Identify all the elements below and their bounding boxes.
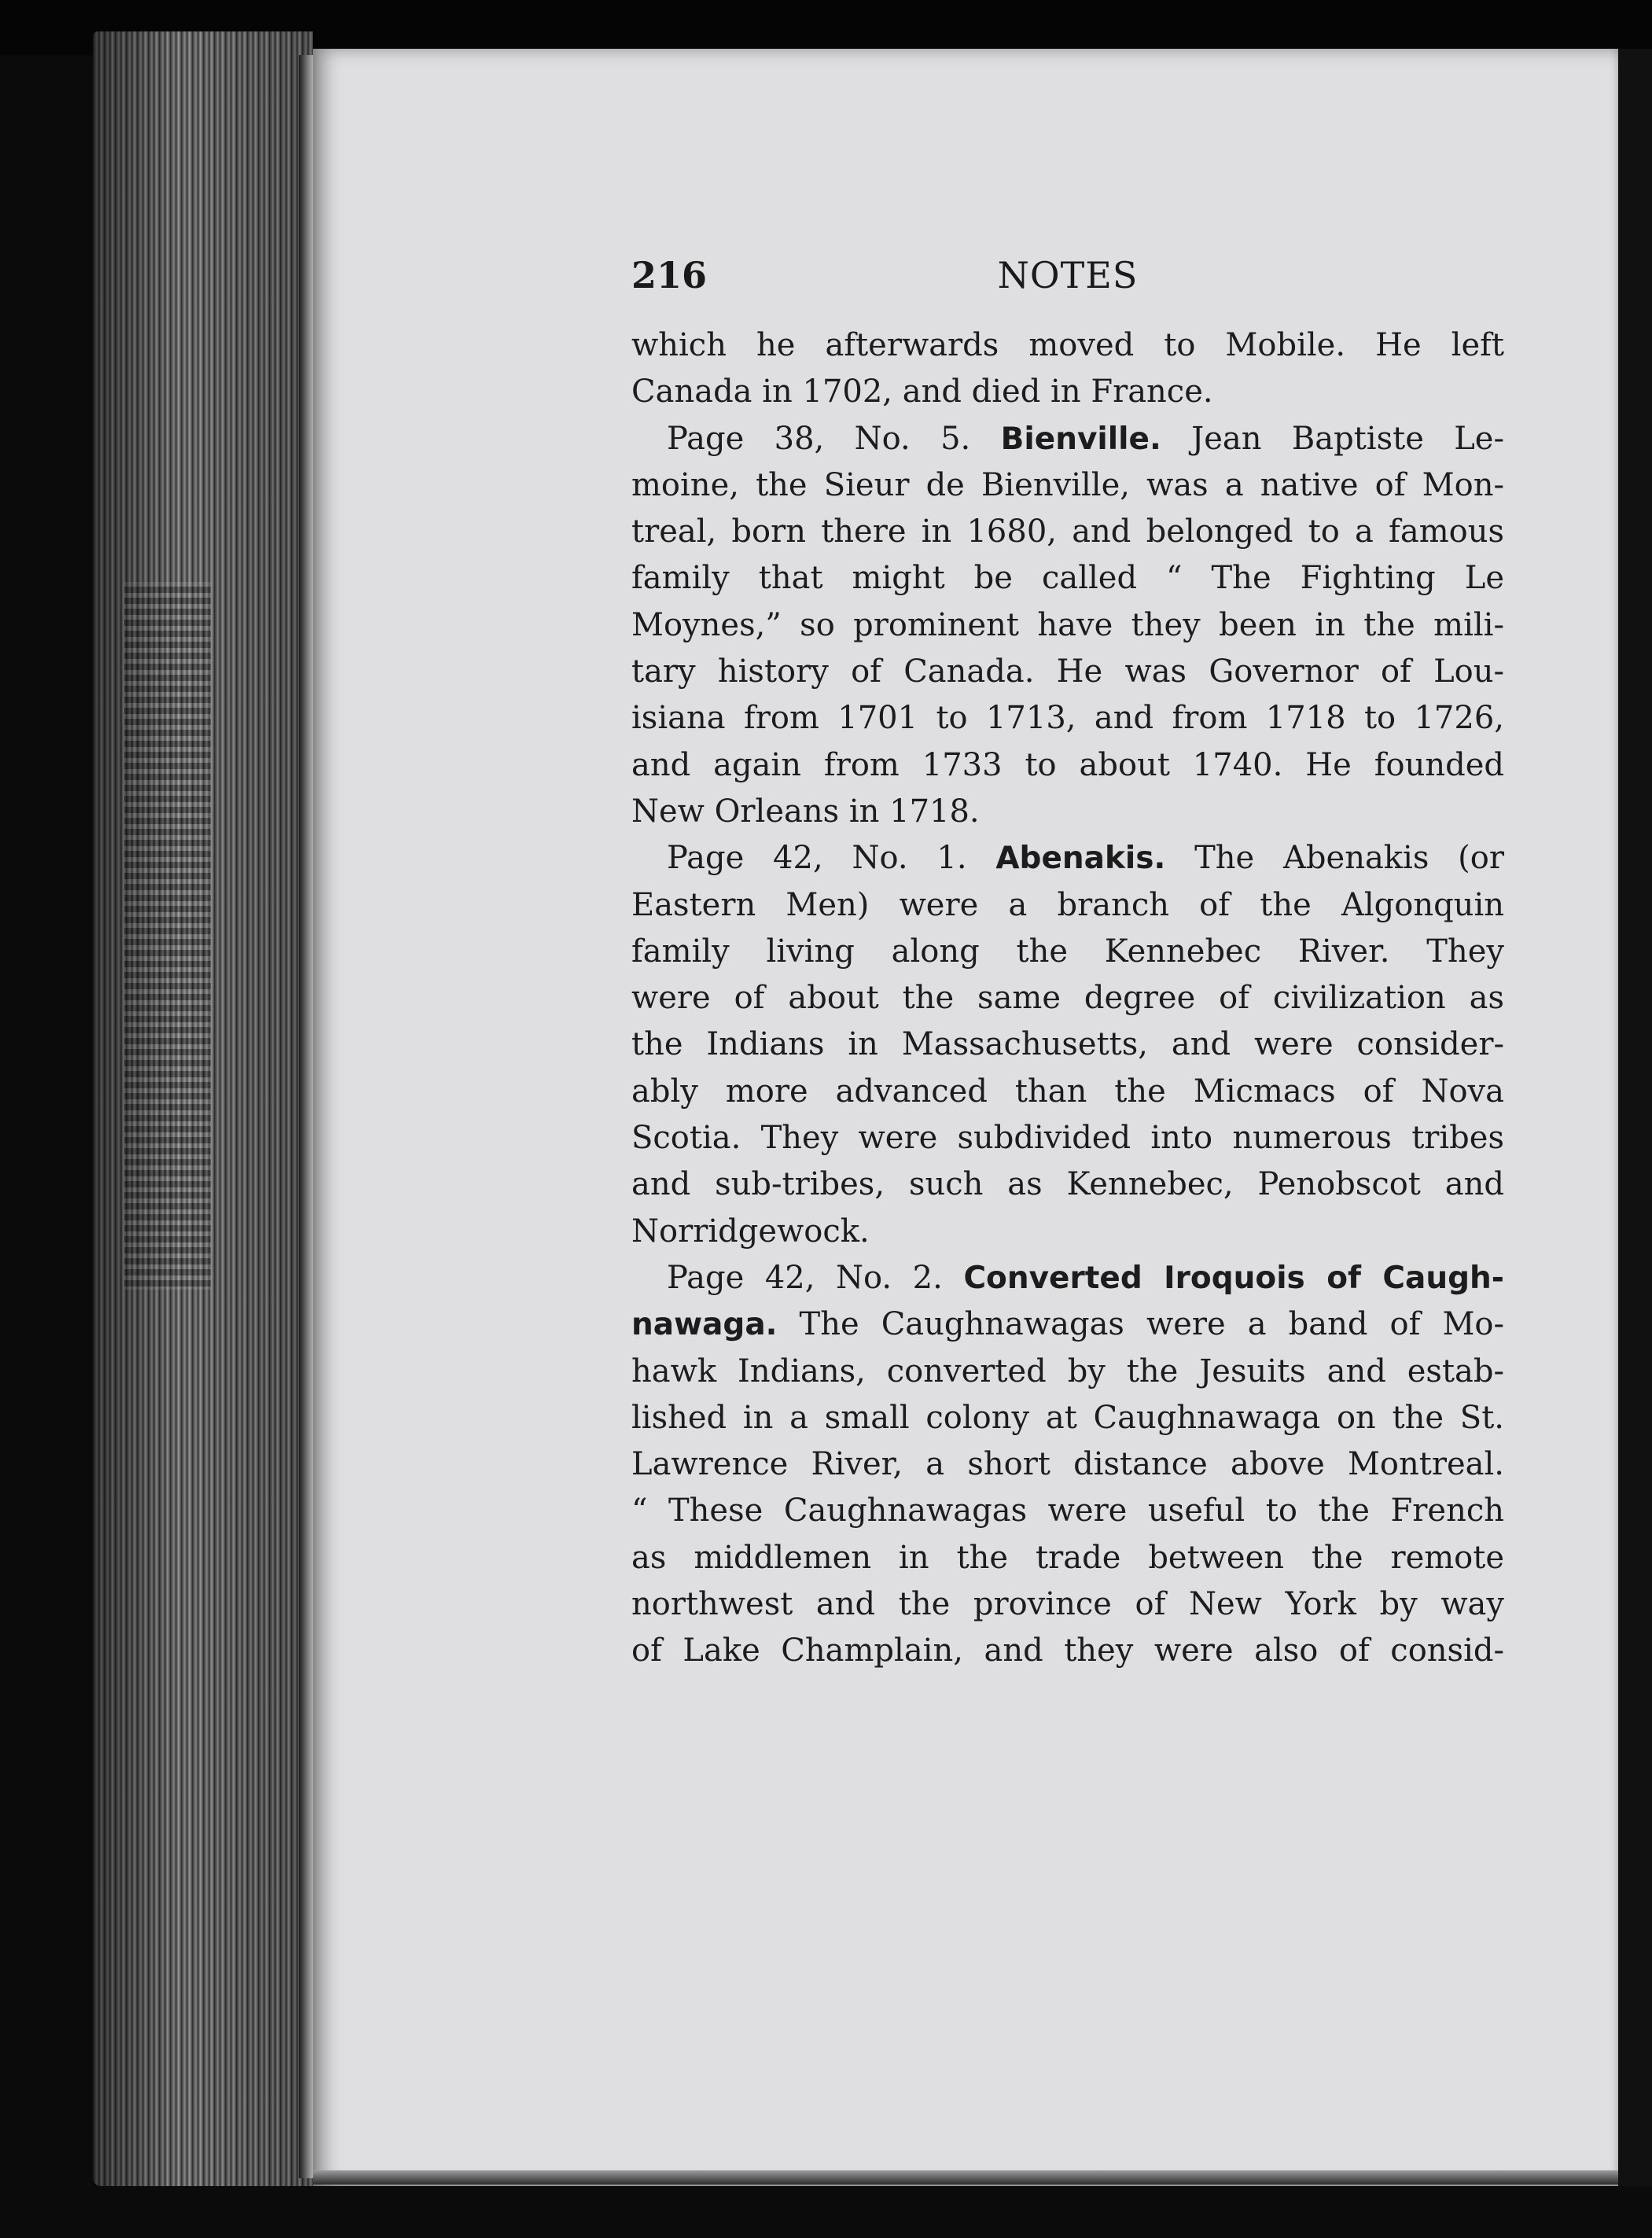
text-line: the Indians in Massachusetts, and were consider- [631,1026,1504,1063]
text-line: Lawrence River, a short distance above Montreal. [631,1446,1504,1483]
text-line: New Orleans in 1718. [631,793,980,830]
text-line: hawk Indians, converted by the Jesuits and estab- [631,1353,1504,1390]
text-line: nawaga. The Caughnawagas were a band of Mo- [631,1306,1504,1343]
note-heading-continued: nawaga. [631,1307,778,1343]
text-line: Eastern Men) were a branch of the Algonquin [631,886,1504,923]
note-entry-caughnawaga: Page 42, No. 2. Converted Iroquois of Caugh- [667,1259,1504,1296]
text-line: ably more advanced than the Micmacs of Nova [631,1073,1504,1110]
text-line: of Lake Champlain, and they were also of consid- [631,1632,1504,1669]
text-line: which he afterwards moved to Mobile. He left [631,327,1504,363]
text-line: lished in a small colony at Caughnawaga on the St. [631,1399,1504,1436]
page-bottom-edge [313,2170,1634,2185]
text-line: family living along the Kennebec River. They [631,933,1504,970]
text-line: tary history of Canada. He was Governor of Lou- [631,653,1504,690]
scan-background-right [1618,49,1652,2186]
text-line: moine, the Sieur de Bienville, was a native of Mon- [631,466,1504,503]
text-line: were of about the same degree of civilization as [631,980,1504,1017]
text-line: Moynes,” so prominent have they been in the mili- [631,606,1504,643]
text-line: as middlemen in the trade between the remote [631,1539,1504,1576]
text-line: treal, born there in 1680, and belonged to a famous [631,513,1504,550]
book-page-edges [93,31,313,2186]
note-entry-bienville: Page 38, No. 5. Bienville. Jean Baptiste Le- [667,420,1504,457]
text-line: and again from 1733 to about 1740. He founded [631,746,1504,783]
text-line: Norridgewock. [631,1213,870,1250]
text-line: family that might be called “ The Fighting Le [631,560,1504,597]
page-number: 216 [631,254,708,296]
text-line: Scotia. They were subdivided into numerous tribes [631,1120,1504,1157]
notes-body-text [631,322,1504,1675]
text-line: northwest and the province of New York by way [631,1586,1504,1623]
text-line: and sub-tribes, such as Kennebec, Penobscot and [631,1166,1504,1203]
note-heading: Converted Iroquois of Caugh- [963,1260,1504,1296]
note-entry-abenakis: Page 42, No. 1. Abenakis. The Abenakis (or [667,840,1504,877]
text-line: isiana from 1701 to 1713, and from 1718 to 1726, [631,700,1504,737]
text-line: Canada in 1702, and died in France. [631,374,1213,410]
note-heading: Abenakis. [995,841,1166,877]
page-edge-texture [124,582,211,1290]
note-heading: Bienville. [1000,421,1161,457]
running-head [631,250,1504,300]
text-line: “ These Caughnawagas were useful to the French [631,1493,1504,1529]
running-title: NOTES [997,254,1139,296]
